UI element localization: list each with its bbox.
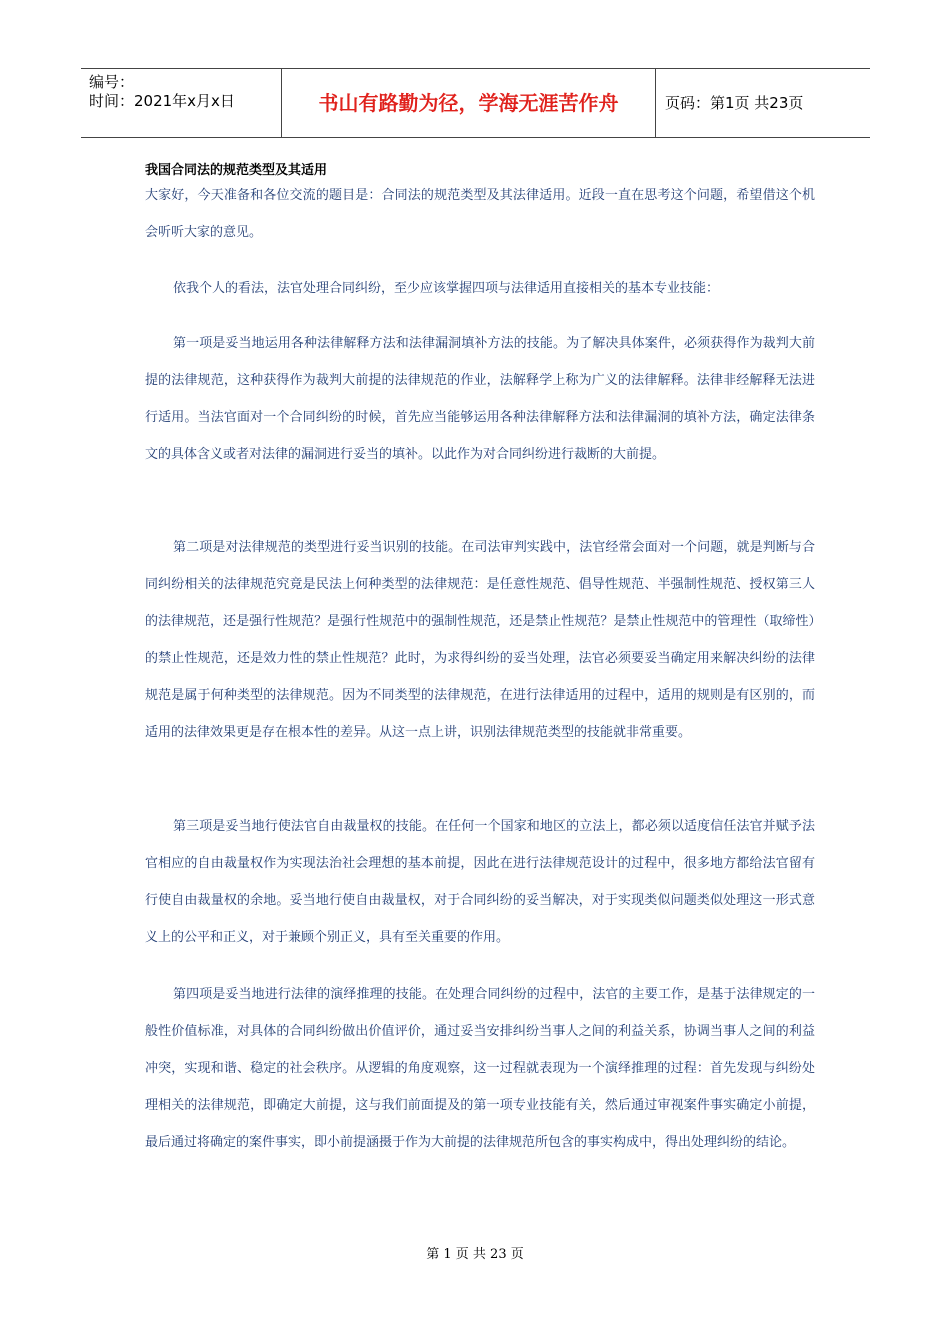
page-info: 页码：第1页 共23页: [665, 94, 804, 112]
document-title: 我国合同法的规范类型及其适用: [145, 163, 328, 178]
paragraph-skill-4: 第四项是妥当地进行法律的演绎推理的技能。在处理合同纠纷的过程中，法官的主要工作，是基于法律规定的一般性价值标准，对具体的合同纠纷做出价值评价，通过妥当安排纠纷当事人之间的利益关系，协调当事人之间的利益冲突，实现和谐、稳定的社会秩序。从逻辑的角度观察，这一过程就表现为一个演绎推理的过程：首先发现与纠纷处理相关的法律规范，即确定大前提，这与我们前面提及的第一项专业技能有关，然后通过审视案件事实确定小前提，最后通过将确定的案件事实，即小前提涵摄于作为大前提的法律规范所包含的事实构成中，得出处理纠纷的结论。: [145, 987, 815, 1150]
date-label: 时间：2021年x月x日: [89, 92, 235, 110]
motto-text: 书山有路勤为径，学海无涯苦作舟: [318, 91, 619, 115]
paragraph-skill-3: 第三项是妥当地行使法官自由裁量权的技能。在任何一个国家和地区的立法上，都必须以适度信任法官并赋予法官相应的自由裁量权作为实现法治社会理想的基本前提，因此在进行法律规范设计的过程中，很多地方都给法官留有行使自由裁量权的余地。妥当地行使自由裁量权，对于合同纠纷的妥当解决，对于实现类似问题类似处理这一形式意义上的公平和正义，对于兼顾个别正义，具有至关重要的作用。: [145, 819, 815, 945]
header-motto-cell: [281, 69, 656, 137]
page-footer: 第 1 页 共 23 页: [426, 1247, 524, 1262]
header-meta-cell: [81, 69, 281, 137]
paragraph-skill-1: 第一项是妥当地运用各种法律解释方法和法律漏洞填补方法的技能。为了解决具体案件，必须获得作为裁判大前提的法律规范，这种获得作为裁判大前提的法律规范的作业，法解释学上称为广义的法律解释。法律非经解释无法进行适用。当法官面对一个合同纠纷的时候，首先应当能够运用各种法律解释方法和法律漏洞的填补方法，确定法律条文的具体含义或者对法律的漏洞进行妥当的填补。以此作为对合同纠纷进行裁断的大前提。: [145, 336, 815, 462]
paragraph-intro: 大家好，今天准备和各位交流的题目是：合同法的规范类型及其法律适用。近段一直在思考这个问题，希望借这个机会听听大家的意见。: [145, 188, 815, 240]
paragraph-skills-overview: 依我个人的看法，法官处理合同纠纷，至少应该掌握四项与法律适用直接相关的基本专业技能：: [173, 281, 720, 296]
serial-number-label: 编号：: [89, 73, 135, 91]
paragraph-skill-2: 第二项是对法律规范的类型进行妥当识别的技能。在司法审判实践中，法官经常会面对一个问题，就是判断与合同纠纷相关的法律规范究竟是民法上何种类型的法律规范：是任意性规范、倡导性规范、半强制性规范、授权第三人的法律规范，还是强行性规范？是强行性规范中的强制性规范，还是禁止性规范？是禁止性规范中的管理性（取缔性）的禁止性规范，还是效力性的禁止性规范？此时，为求得纠纷的妥当处理，法官必须要妥当确定用来解决纠纷的法律规范是属于何种类型的法律规范。因为不同类型的法律规范，在进行法律适用的过程中，适用的规则是有区别的，而适用的法律效果更是存在根本性的差异。从这一点上讲，识别法律规范类型的技能就非常重要。: [145, 540, 815, 740]
header-page-cell: [655, 69, 870, 137]
document-header: [81, 68, 870, 138]
